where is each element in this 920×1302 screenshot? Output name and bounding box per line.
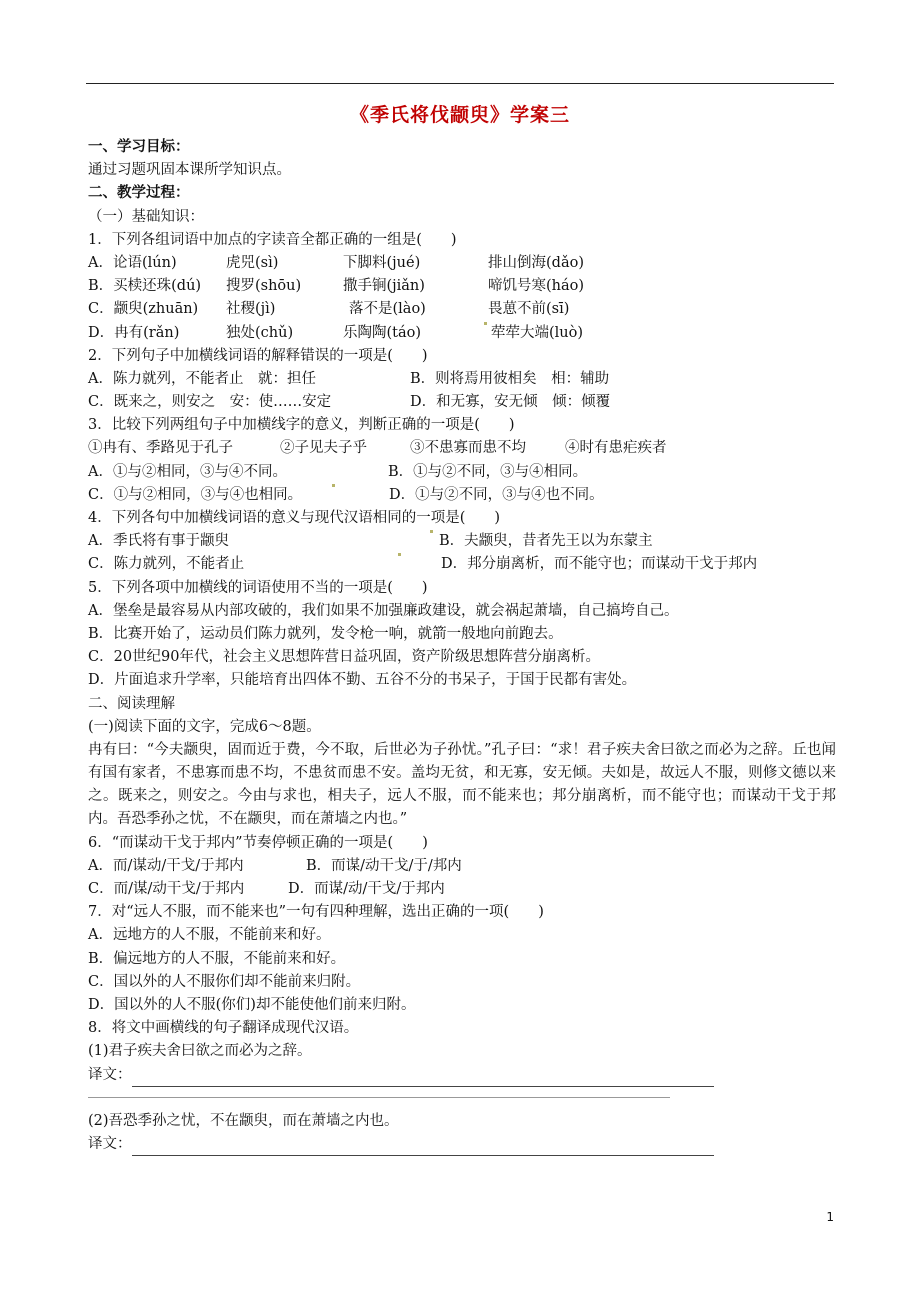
- question-7-option-b: B．偏远地方的人不服，不能前来和好。: [88, 950, 346, 967]
- reading-intro: (一)阅读下面的文字，完成6～8题。: [88, 718, 321, 735]
- option-cell: A．季氏将有事于颛臾: [88, 533, 229, 550]
- option-cell: 撒手锏(jiǎn): [343, 278, 425, 295]
- option-cell: 乐陶陶(táo): [343, 324, 422, 341]
- option-cell: C．颛臾(zhuān): [88, 301, 199, 318]
- question-2-row-cd: [88, 391, 836, 414]
- goals-text: 通过习题巩固本课所学知识点。: [88, 162, 291, 179]
- section-heading-process: 二、教学过程：: [88, 185, 190, 202]
- option-cell: 下脚料(jué): [343, 254, 421, 271]
- translation-continuation-line[interactable]: [88, 1097, 670, 1098]
- question-6-row-cd: [88, 878, 836, 901]
- question-6-stem: 6．“而谋动干戈于邦内”节奏停顿正确的一项是( ): [88, 834, 428, 851]
- option-cell: D．冉有(rǎn): [88, 324, 180, 341]
- option-cell: A．而/谋动/干戈/于邦内: [88, 857, 244, 874]
- option-cell: D．邦分崩离析，而不能守也；而谋动干戈于邦内: [441, 556, 758, 573]
- option-cell: 虎兕(sì): [226, 254, 279, 271]
- option-cell: 落不是(lào): [349, 301, 426, 318]
- translation-row-2: [88, 1133, 836, 1156]
- option-cell: 畏葸不前(sī): [488, 301, 570, 318]
- option-cell: D．而谋/动/干戈/于邦内: [288, 881, 445, 898]
- reading-heading: 二、阅读理解: [88, 695, 175, 712]
- option-cell: D．和无寡，安无倾 倾：倾覆: [410, 394, 611, 411]
- question-1-row-c: [88, 298, 836, 321]
- question-4-stem: 4．下列各句中加横线词语的意义与现代汉语相同的一项是( ): [88, 510, 501, 526]
- option-cell: C．陈力就列，不能者止: [88, 556, 245, 573]
- question-8-stem: 8．将文中画横线的句子翻译成现代汉语。: [88, 1020, 359, 1037]
- emphasis-dot-icon: [430, 530, 433, 533]
- header-rule: [86, 83, 834, 84]
- option-cell: 啼饥号寒(háo): [488, 278, 585, 295]
- option-cell: B．则将焉用彼相矣 相：辅助: [410, 370, 610, 387]
- question-3-row-cd: [88, 484, 836, 507]
- document-body: [88, 136, 836, 1156]
- question-5-stem: 5．下列各项中加横线的词语使用不当的一项是( ): [88, 579, 428, 596]
- reading-passage: 冉有曰：“今夫颛臾，固而近于费，今不取，后世必为子孙忧。”孔子曰：“求！君子疾夫舍曰欲之而必为之辞。丘也闻有国有家者，不患寡而患不均，不患贫而患不安。盖均无贫，和无寡，安无倾。夫如是，故远人不服，则修文德以来之。既来之，则安之。今由与求也，相夫子，远人不服，而不能来也；邦分崩离析，而不能守也；而谋动干戈于邦内。吾恐季孙之忧，不在颛臾，而在萧墙之内也。”: [88, 741, 836, 828]
- option-cell: B．买椟还珠(dú): [88, 278, 202, 295]
- option-cell: 排山倒海(dǎo): [488, 254, 584, 271]
- translation-label: 译文：: [88, 1135, 132, 1152]
- option-cell: C．而/谋/动干戈/于邦内: [88, 881, 245, 898]
- question-2-row-ab: [88, 368, 836, 391]
- option-cell: A．论语(lún): [88, 254, 177, 271]
- question-2-stem: 2．下列句子中加横线词语的解释错误的一项是( ): [88, 347, 428, 364]
- page-number: 1: [826, 1210, 834, 1224]
- item-cell: ③不患寡而患不均: [410, 440, 526, 457]
- option-cell: C．既来之，则安之 安：使……安定: [88, 394, 332, 411]
- translation-input-2[interactable]: [132, 1141, 714, 1156]
- page-title: 《季氏将伐颛臾》学案三: [349, 104, 570, 126]
- question-8-sentence-1: (1)君子疾夫舍曰欲之而必为之辞。: [88, 1043, 312, 1060]
- option-cell: C．①与②相同，③与④也相同。: [88, 486, 303, 503]
- question-3-row-ab: [88, 461, 836, 484]
- question-1-row-b: [88, 275, 836, 298]
- translation-row-1: [88, 1064, 836, 1087]
- translation-input-1[interactable]: [132, 1072, 714, 1087]
- question-5-option-c: C．20世纪90年代，社会主义思想阵营日益巩固，资产阶级思想阵营分崩离析。: [88, 649, 600, 666]
- question-5-option-a: A．堡垒是最容易从内部攻破的，我们如果不加强廉政建设，就会祸起萧墙，自己搞垮自己。: [88, 602, 679, 619]
- question-7-option-a: A．远地方的人不服，不能前来和好。: [88, 927, 331, 944]
- emphasis-dot-icon: [398, 553, 401, 556]
- question-1-row-d: [88, 322, 836, 345]
- option-cell: A．陈力就列，不能者止 就：担任: [88, 370, 316, 387]
- option-cell: 社稷(jì): [226, 301, 276, 318]
- item-cell: ④时有患疟疾者: [565, 440, 667, 457]
- option-cell: B．而谋/动干戈/于/邦内: [306, 857, 462, 874]
- question-5-option-b: B．比赛开始了，运动员们陈力就列，发令枪一响，就箭一般地向前跑去。: [88, 625, 563, 642]
- option-cell: B．夫颛臾，昔者先王以为东蒙主: [439, 533, 653, 550]
- question-5-option-d: D．片面追求升学率，只能培育出四体不勤、五谷不分的书呆子，于国于民都有害处。: [88, 672, 637, 689]
- emphasis-dot-icon: [332, 484, 335, 487]
- question-3-items: [88, 437, 836, 460]
- question-7-stem: 7．对“远人不服，而不能来也”一句有四种理解，选出正确的一项( ): [88, 904, 544, 921]
- question-6-row-ab: [88, 855, 836, 878]
- item-cell: ①冉有、季路见于孔子: [88, 440, 233, 457]
- question-1-row-a: [88, 252, 836, 275]
- option-cell: D．①与②不同，③与④也不同。: [389, 486, 604, 503]
- question-7-option-c: C．国以外的人不服你们却不能前来归附。: [88, 973, 361, 990]
- item-cell: ②子见夫子乎: [280, 440, 367, 457]
- option-cell: 荦荦大端(luò): [491, 324, 584, 341]
- question-4-row-ab: [88, 530, 836, 553]
- question-8-sentence-2: (2)吾恐季孙之忧，不在颛臾，而在萧墙之内也。: [88, 1112, 399, 1129]
- option-cell: 独处(chǔ): [226, 324, 294, 341]
- question-4-row-cd: [88, 553, 836, 576]
- question-3-stem: 3．比较下列两组句子中加横线字的意义，判断正确的一项是( ): [88, 417, 515, 434]
- option-cell: B．①与②不同，③与④相同。: [388, 463, 588, 480]
- subsection-basics: （一）基础知识：: [88, 208, 204, 225]
- emphasis-dot-icon: [484, 322, 487, 325]
- section-heading-goals: 一、学习目标：: [88, 139, 190, 155]
- option-cell: A．①与②相同，③与④不同。: [88, 463, 287, 480]
- question-1-stem: 1．下列各组词语中加点的字读音全都正确的一组是( ): [88, 231, 457, 248]
- question-7-option-d: D．国以外的人不服(你们)却不能使他们前来归附。: [88, 997, 416, 1013]
- option-cell: 搜罗(shōu): [226, 278, 302, 295]
- translation-label: 译文：: [88, 1066, 132, 1083]
